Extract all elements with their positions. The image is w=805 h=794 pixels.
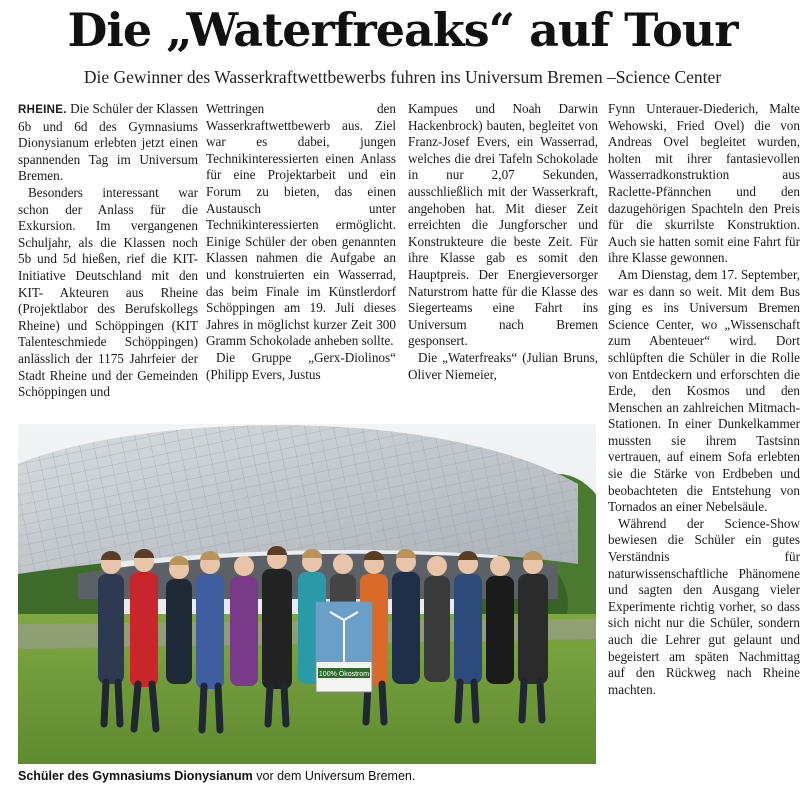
article-column-1 [18, 101, 198, 401]
caption-rest: vor dem Universum Bremen. [252, 769, 416, 783]
lead-paragraph [18, 101, 198, 185]
paragraph: Fynn Unterauer-Diederich, Malte Wehowski, Fried Ovel) die von Andreas Ovel begleitet wurden, holten mit ihrer fantasievollen Wasserradkonstruktion aus Raclette-Pfännchen und den dazugehörigen Spachteln den Preis für die skurrilste Konstruktion. Auch sie hatten somit eine Fahrt für ihre Klasse gewonnen. [608, 101, 800, 266]
paragraph: Die „Waterfreaks“ (Julian Bruns, Oliver Niemeier, [408, 349, 598, 382]
subheadline: Die Gewinner des Wasserkraftwettbewerbs fuhren ins Universum Bremen –Science Center [83, 67, 722, 87]
caption-strong: Schüler des Gymnasiums Dionysianum [18, 769, 253, 783]
group-photo-illustration [18, 424, 596, 764]
photo-caption [18, 768, 598, 784]
paragraph: Kampues und Noah Darwin Hackenbrock) bauten, begleitet von Franz-Josef Evers, ein Wasserrad, welches die drei Tafeln Schokolade in nur 2,07 Sekunden, ausschließlich mit der Wasserkraft, angehoben hat. Mit dieser Zeit erreichten die Jungforscher und Konstrukteure die beste Zeit. Für ihre Klasse gab es somit den Hauptpreis. Der Energieversorger Naturstrom hatte für die Klasse des Siegerteams eine Fahrt ins Universum nach Bremen gesponsert. [408, 101, 598, 349]
paragraph: Am Dienstag, dem 17. September, war es dann so weit. Mit dem Bus ging es ins Universum Bremen Science Center, wo „Wissenschaft zum Abenteuer“ wird. Dort schlüpften die Schüler in die Rolle von Entdeckern und erforschten die Erde, den Kosmos und den Menschen an zahlreichen Mitmach-Stationen. In einer Dunkelkammer mussten sie ihrem Tastsinn vertrauen, auf einem Sofa erlebten sie die Stärke von Erdbeben und beobachteten die Entstehung von Tornados an einer Nebelsäule. [608, 266, 800, 515]
headline: Die „Waterfreaks“ auf Tour [67, 3, 738, 57]
paragraph: Besonders interessant war schon der Anlass für die Exkursion. Im vergangenen Schuljahr, als die Klassen noch 5b und 5d hießen, rief die KIT-Initiative Deutschland mit den KIT- Akteuren aus Rheine (Projektlabor des Berufskollegs Rheine) und Schöppingen (KIT Talenteschmiede Schöppingen) anlässlich der 1175 Jahrfeier der Stadt Rheine und der Gemeinden Schöppingen und [18, 184, 198, 400]
article-column-3 [408, 101, 598, 383]
lead-text: Die Schüler der Klassen 6b und 6d des Gymnasiums Dionysianum erlebten jetzt einen spannenden Tag im Universum Bremen. [18, 101, 198, 184]
group-photo [18, 424, 596, 764]
article-column-2 [206, 101, 396, 383]
banner-text: 100% Ökostrom [318, 671, 370, 678]
dateline: RHEINE. [18, 104, 67, 116]
paragraph: Während der Science-Show bewiesen die Schüler ein gutes Verständnis für naturwissenschaftliche Phänomene und sagten den Ausgang vieler Experimente richtig vorher, so dass sich nicht nur die Schüler, sondern auch die Lehrer gut gelaunt und begeistert am späten Nachmittag auf den Rückweg nach Rheine machten. [608, 515, 800, 697]
paragraph: Wettringen den Wasserkraftwettbewerb aus. Ziel war es dabei, jungen Technikinteressierten einen Anlass für eine Projektarbeit und ein Forum zu bieten, das einen Austausch unter Technikinteressierten ermöglicht. Einige Schüler der oben genannten Klassen nahmen die Aufgabe an und konstruierten ein Wasserrad, das beim Finale im Künstlerdorf Schöppingen am 19. Juli dieses Jahres in möglichst kurzer Zeit 300 Gramm Schokolade anheben sollte. [206, 101, 396, 349]
article-column-4 [608, 101, 800, 698]
wind-turbine-banner [316, 602, 372, 692]
paragraph: Die Gruppe „Gerx-Diolinos“ (Philipp Evers, Justus [206, 349, 396, 382]
